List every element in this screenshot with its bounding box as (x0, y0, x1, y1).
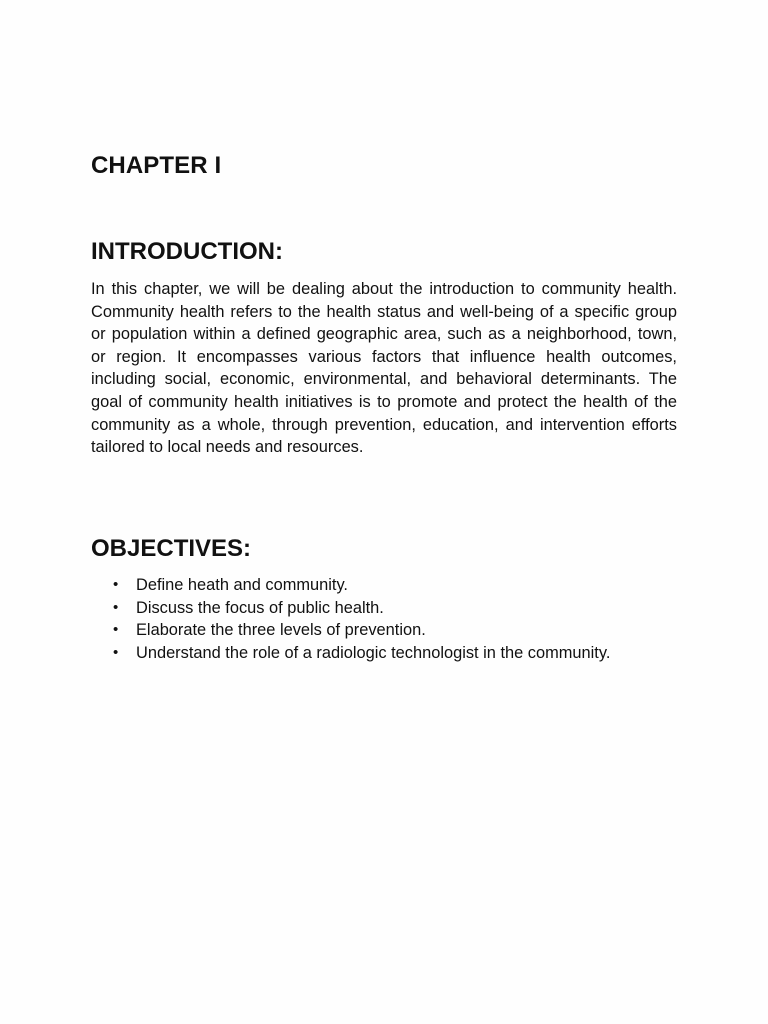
objective-text: Define heath and community. (136, 576, 348, 594)
objective-text: Discuss the focus of public health. (136, 598, 384, 617)
introduction-heading: INTRODUCTION: (91, 238, 283, 265)
bullet-icon: • (113, 576, 119, 593)
objectives-heading: OBJECTIVES: (91, 535, 252, 562)
bullet-icon: • (113, 643, 119, 661)
list-item (91, 597, 711, 620)
introduction-paragraph: In this chapter, we will be dealing about the introduction to community health. Community health refers to the health status and well-being of a specific group or population within a defined geographic area, such as a neighborhood, town, or region. It encompasses various factors that influence health outcomes, including social, economic, environmental, and behavioral determinants. The goal of community health initiatives is to promote and protect the health of the community as a whole, through prevention, education, and intervention efforts tailored to local needs and resources. (91, 280, 687, 457)
objectives-list (91, 574, 711, 664)
list-item (91, 619, 711, 642)
list-item (91, 574, 711, 597)
list-item (91, 642, 711, 665)
objective-text: Understand the role of a radiologic technologist in the community. (136, 643, 611, 662)
objective-text: Elaborate the three levels of prevention. (136, 621, 426, 640)
bullet-icon: • (113, 621, 119, 639)
chapter-title: CHAPTER I (91, 152, 222, 179)
bullet-icon: • (113, 598, 119, 616)
